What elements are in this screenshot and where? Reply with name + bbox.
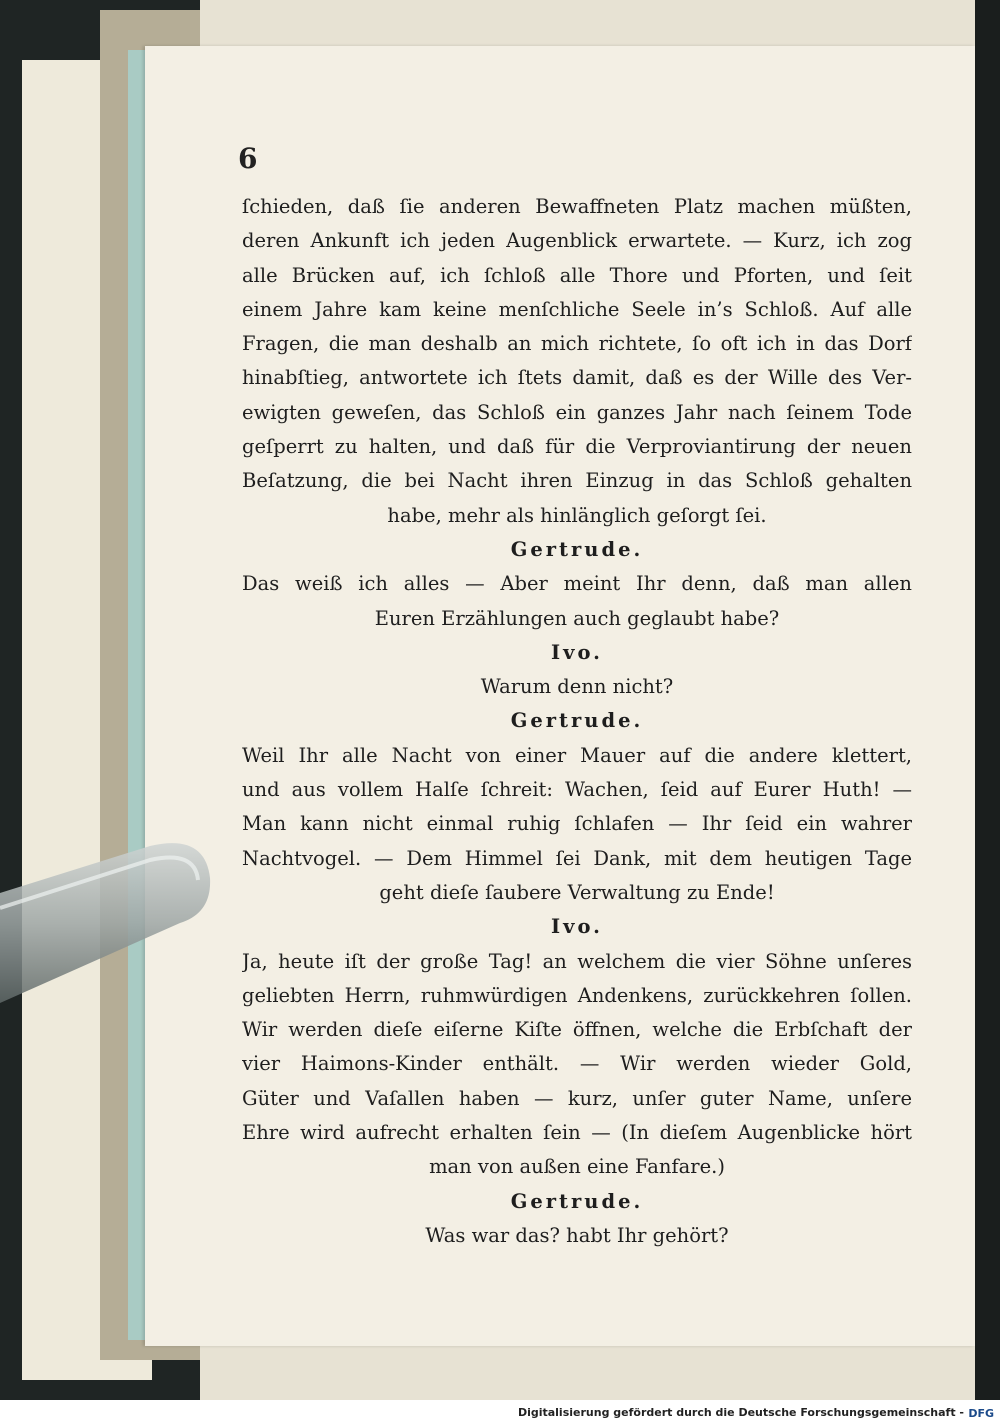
text-line: geht dieſe ſaubere Verwaltung zu Ende! [379, 880, 775, 904]
text-line: Warum denn nicht? [480, 675, 674, 699]
digitization-footer [0, 1400, 1000, 1423]
footer-credit: Digitalisierung gefördert durch die Deutsche Forschungsgemeinschaft - [517, 1406, 964, 1419]
scan-background-right [975, 0, 1000, 1400]
text-line: und aus vollem Halſe ſchreit: Wachen, ſeid auf Eurer Huth! — [242, 778, 912, 802]
speaker-name: Ivo. [551, 640, 603, 664]
text-line: geliebten Herrn, ruhmwürdigen Andenkens, zurückkehren ſollen. [242, 983, 912, 1007]
text-line: ſchieden, daß ſie anderen Bewaffneten Platz machen müßten, [242, 195, 912, 218]
page-holder-tool-icon [0, 838, 212, 1018]
text-line: hinabſtieg, antwortete ich ſtets damit, daß es der Wille des Ver- [242, 366, 912, 390]
text-line: Nachtvogel. — Dem Himmel ſei Dank, mit dem heutigen Tage [242, 846, 912, 870]
speaker-name: Gertrude. [510, 709, 644, 733]
text-line: einem Jahre kam keine menſchliche Seele in’s Schloß. Auf alle [242, 297, 912, 321]
text-line: Weil Ihr alle Nacht von einer Mauer auf die andere klettert, [242, 743, 912, 767]
speaker-name: Ivo. [551, 915, 603, 939]
speaker-name: Gertrude. [510, 537, 644, 561]
text-line: Was war das? habt Ihr gehört? [425, 1223, 729, 1247]
text-line: man von außen eine Fanfare.) [429, 1155, 725, 1179]
speaker-name: Gertrude. [510, 1189, 644, 1213]
text-line: Ja, heute iſt der große Tag! an welchem die vier Söhne unſeres [242, 949, 912, 973]
text-line: habe, mehr als hinlänglich geſorgt ſei. [387, 503, 767, 527]
text-line: deren Ankunft ich jeden Augenblick erwartete. — Kurz, ich zog [242, 229, 912, 253]
text-line: Das weiß ich alles — Aber meint Ihr denn, daß man allen [242, 572, 912, 596]
page-number: 6 [238, 142, 258, 175]
text-line: Euren Erzählungen auch geglaubt habe? [374, 606, 780, 630]
text-line: Beſatzung, die bei Nacht ihren Einzug in das Schloß gehalten [242, 469, 912, 493]
text-line: Wir werden dieſe eiſerne Kiſte öffnen, welche die Erbſchaft der [242, 1018, 912, 1042]
text-line: Man kann nicht einmal ruhig ſchlafen — Ihr ſeid ein wahrer [242, 812, 912, 836]
text-line: Ehre wird aufrecht erhalten ſein — (In dieſem Augenblicke hört [242, 1121, 912, 1145]
text-line: alle Brücken auf, ich ſchloß alle Thore und Pforten, und ſeit [242, 263, 912, 287]
dfg-logo: DFG [968, 1407, 994, 1420]
text-line: Fragen, die man deshalb an mich richtete, ſo oft ich in das Dorf [242, 332, 912, 356]
text-line: vier Haimons-Kinder enthält. — Wir werden wieder Gold, [242, 1052, 912, 1076]
text-line: ewigten geweſen, das Schloß ein ganzes Jahr nach ſeinem Tode [242, 400, 912, 424]
text-line: Güter und Vaſallen haben — kurz, unſer guter Name, unſere [242, 1086, 912, 1110]
text-line: geſperrt zu halten, und daß für die Verproviantirung der neuen [242, 435, 912, 459]
page-text [242, 190, 912, 1253]
